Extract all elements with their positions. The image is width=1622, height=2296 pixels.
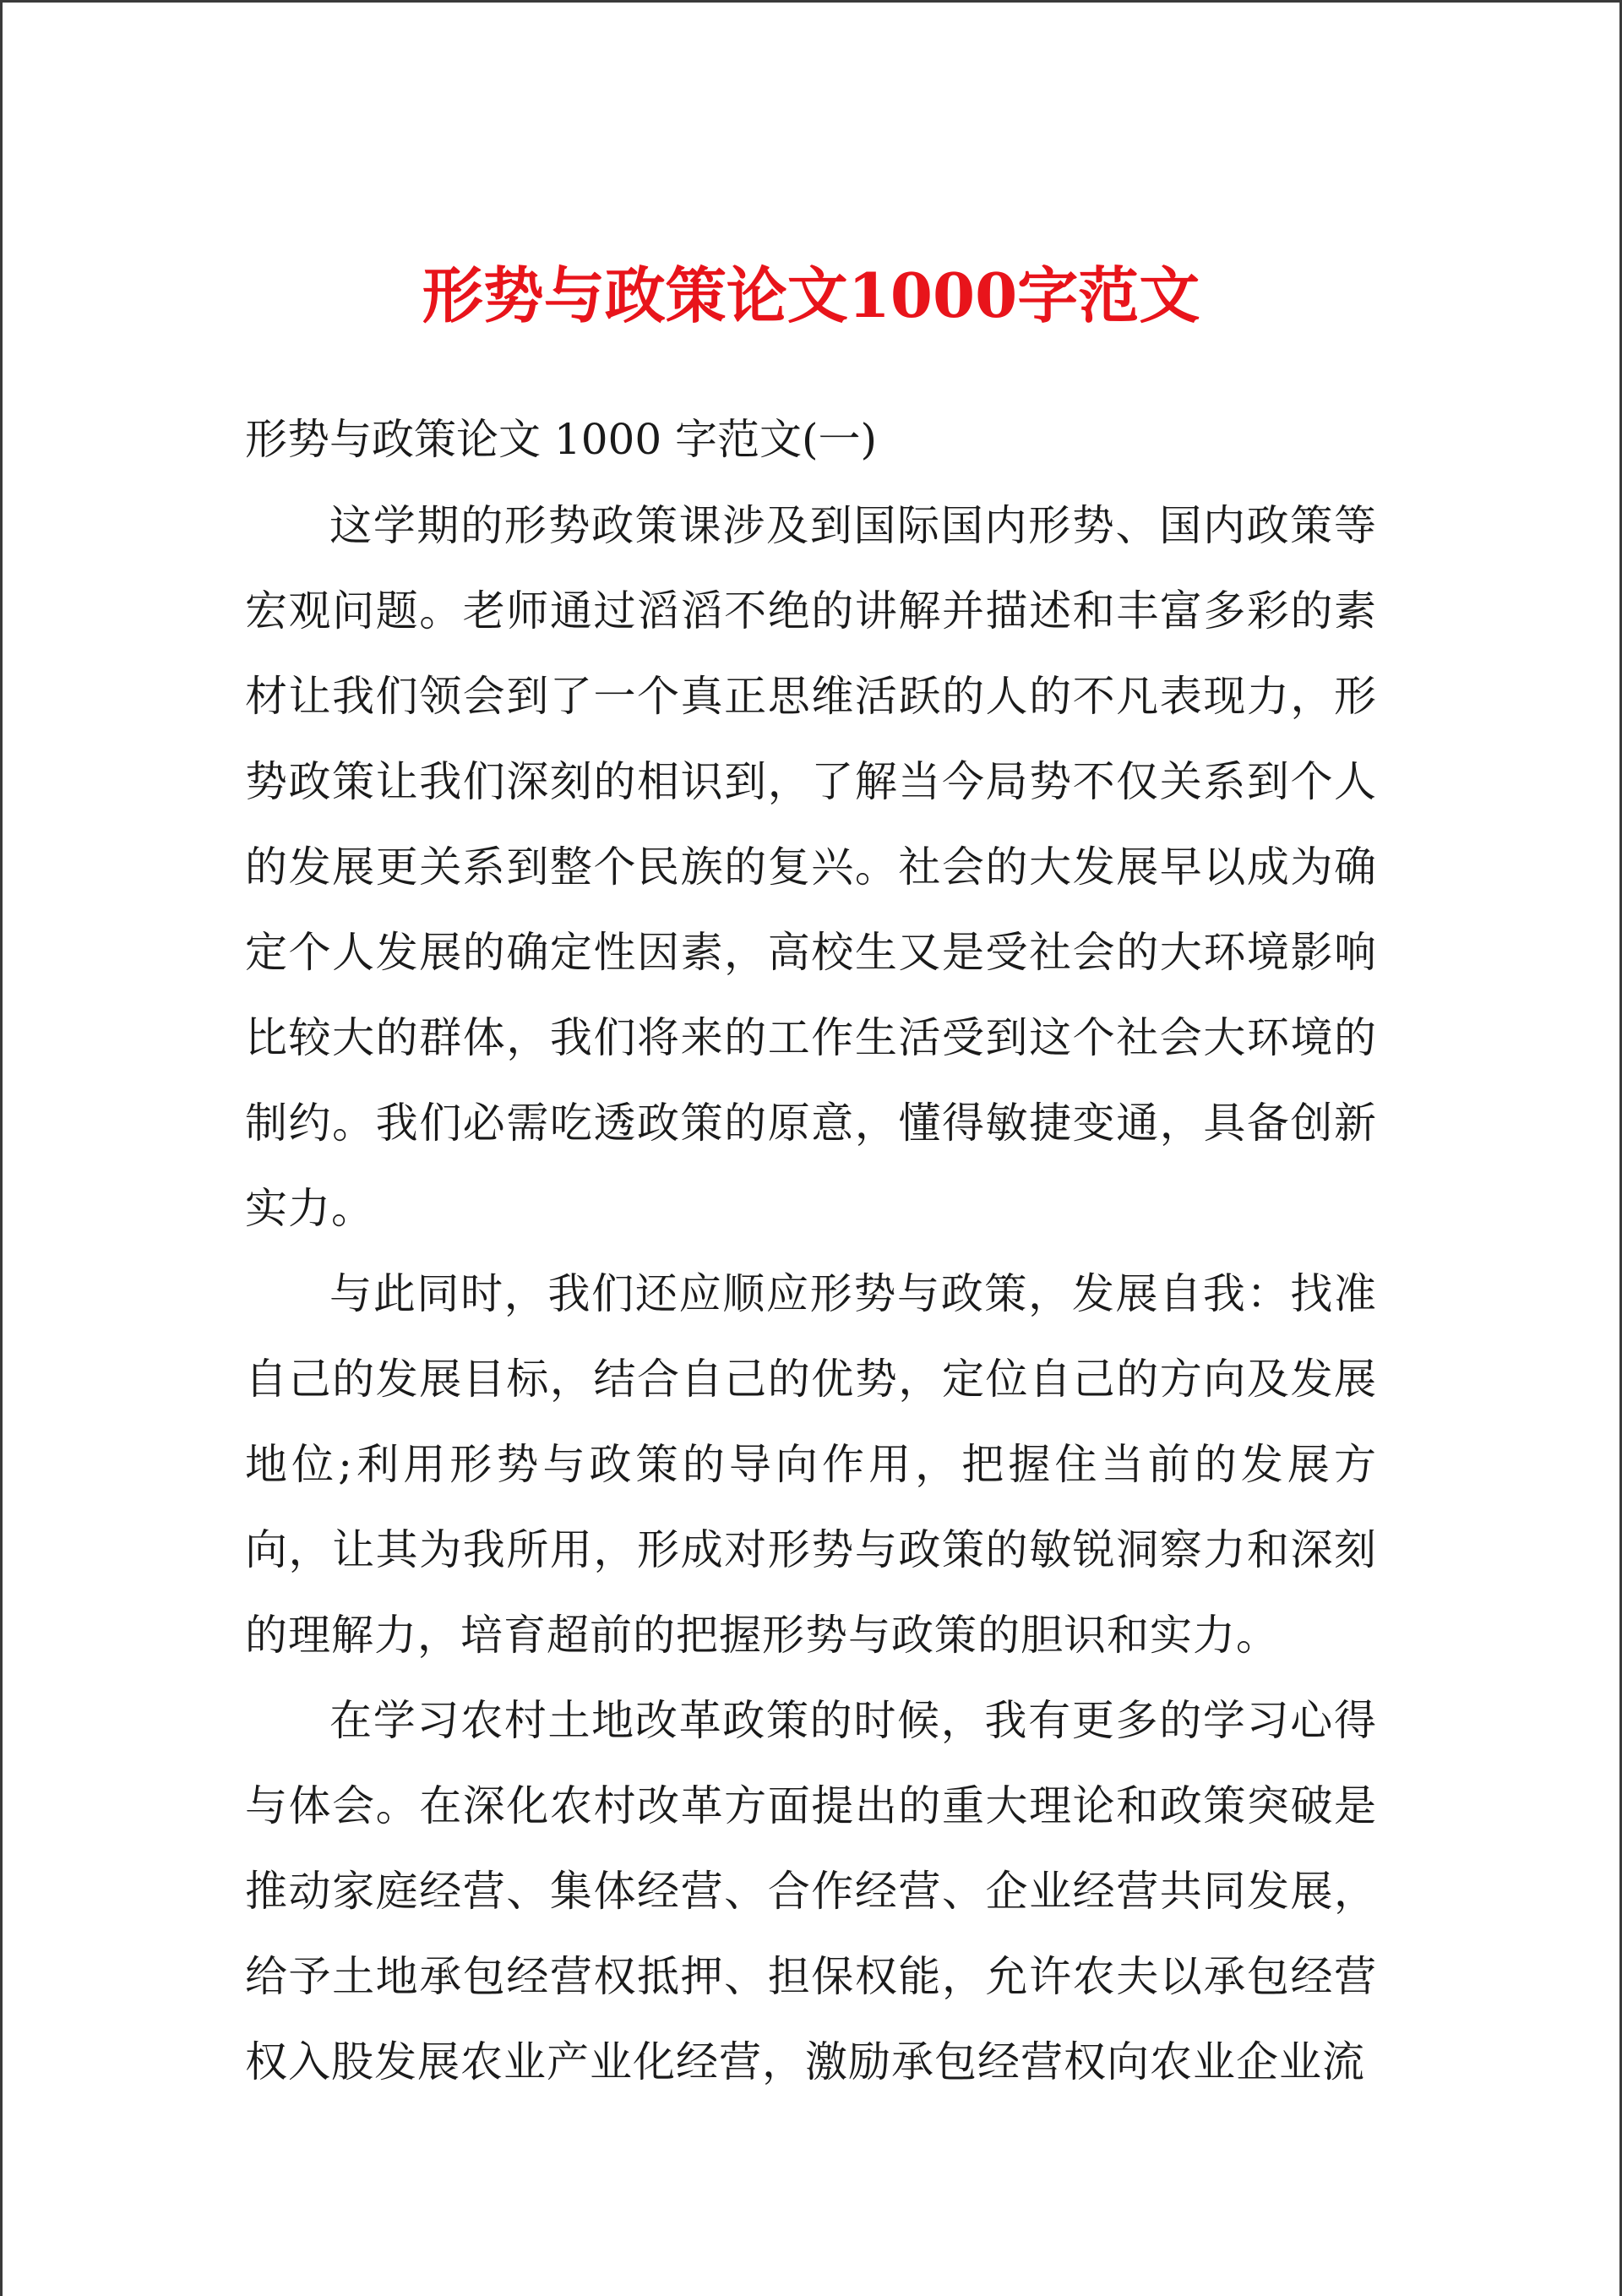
page-border-top	[0, 0, 1622, 3]
document-title: 形势与政策论文1000字范文	[422, 259, 1200, 331]
paragraph-1: 这学期的形势政策课涉及到国际国内形势、国内政策等宏观问题。老师通过滔滔不绝的讲解并描述和丰富多彩的素材让我们领会到了一个真正思维活跃的人的不凡表现力，形势政策让我们深刻的相识到，了解当今局势不仅关系到个人的发展更关系到整个民族的复兴。社会的大发展早以成为确定个人发展的确定性因素，高校生又是受社会的大环境影响比较大的群体，我们将来的工作生活受到这个社会大环境的制约。我们必需吃透政策的原意，懂得敏捷变通，具备创新实力。	[245, 501, 1377, 1233]
page-border-left	[0, 0, 3, 2296]
document-body	[245, 397, 1377, 2105]
paragraph-3: 在学习农村土地改革政策的时候，我有更多的学习心得与体会。在深化农村改革方面提出的重大理论和政策突破是推动家庭经营、集体经营、合作经营、企业经营共同发展，给予土地承包经营权抵押、担保权能，允许农夫以承包经营权入股发展农业产业化经营，激励承包经营权向农业企业流	[245, 1696, 1377, 2086]
paragraph-2: 与此同时，我们还应顺应形势与政策，发展自我：找准自己的发展目标，结合自己的优势，定位自己的方向及发展地位;利用形势与政策的导向作用，把握住当前的发展方向，让其为我所用，形成对形势与政策的敏锐洞察力和深刻的理解力，培育超前的把握形势与政策的胆识和实力。	[245, 1269, 1377, 1660]
section-subtitle: 形势与政策论文 1000 字范文(一)	[245, 415, 878, 464]
